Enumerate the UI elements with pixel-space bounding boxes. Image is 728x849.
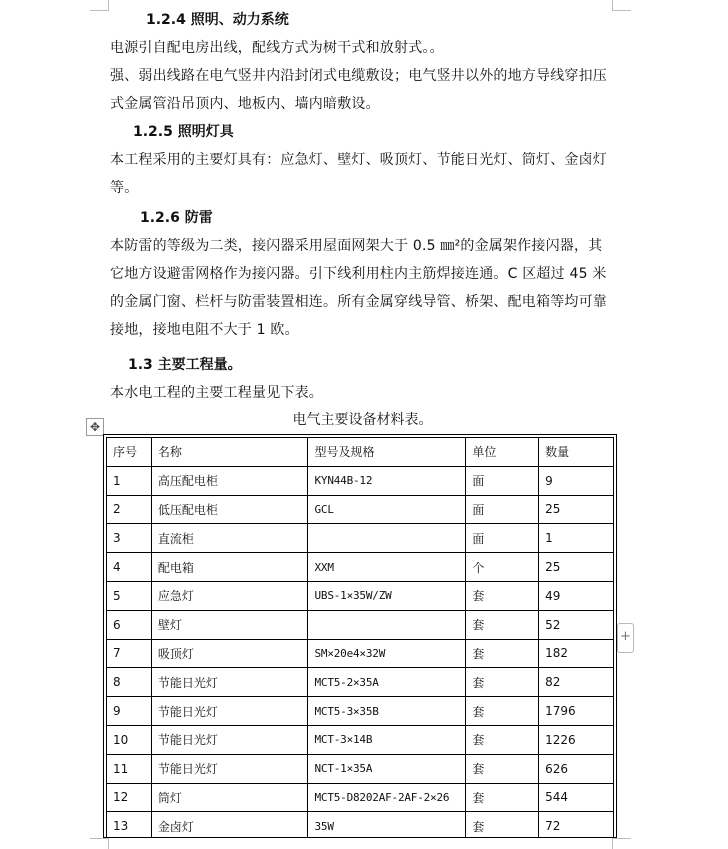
table-cell: 35W (308, 812, 466, 838)
column-header: 序号 (107, 438, 152, 467)
paragraph-line: 电源引自配电房出线，配线方式为树干式和放射式。。 (110, 40, 444, 56)
plus-icon[interactable]: + (617, 623, 634, 653)
paragraph-quantities (110, 379, 615, 407)
table-cell: 626 (539, 754, 614, 783)
table-row (107, 553, 614, 582)
table-cell: 11 (107, 754, 152, 783)
table-cell: 节能日光灯 (151, 668, 308, 697)
column-header: 单位 (466, 438, 539, 467)
move-cross-icon[interactable]: ✥ (86, 418, 104, 436)
table-cell: 5 (107, 581, 152, 610)
table-cell (308, 524, 466, 553)
table-header-row (107, 438, 614, 467)
table-row (107, 466, 614, 495)
table-cell: 套 (466, 668, 539, 697)
table-cell: KYN44B-12 (308, 466, 466, 495)
table-cell: 3 (107, 524, 152, 553)
equipment-table (103, 434, 617, 838)
table-cell: 9 (539, 466, 614, 495)
table-row (107, 754, 614, 783)
table-cell: 10 (107, 725, 152, 754)
table-cell: UBS-1×35W/ZW (308, 581, 466, 610)
paragraph-line: 的金属门窗、栏杆与防雷装置相连。所有金属穿线导管、桥架、配电箱等均可靠 (110, 294, 607, 310)
table-cell: 49 (539, 581, 614, 610)
table-cell: 套 (466, 581, 539, 610)
table-cell: NCT-1×35A (308, 754, 466, 783)
table-cell: 配电箱 (151, 553, 308, 582)
table-cell: 25 (539, 495, 614, 524)
column-header: 型号及规格 (308, 438, 466, 467)
table-cell: 52 (539, 610, 614, 639)
table-cell: 个 (466, 553, 539, 582)
table-cell: 12 (107, 783, 152, 812)
table-row (107, 812, 614, 838)
paragraph-fixtures (110, 146, 615, 202)
table-cell: 套 (466, 639, 539, 668)
table-cell: 低压配电柜 (151, 495, 308, 524)
table-cell: 面 (466, 466, 539, 495)
table-row (107, 495, 614, 524)
table-cell: MCT5-D8202AF-2AF-2×26 (308, 783, 466, 812)
table-cell: 套 (466, 812, 539, 838)
table-cell: 82 (539, 668, 614, 697)
table-cell: 直流柜 (151, 524, 308, 553)
paragraph-line: 式金属管沿吊顶内、地板内、墙内暗敷设。 (110, 96, 380, 112)
table-caption: 电气主要设备材料表。 (292, 412, 433, 428)
table-row (107, 783, 614, 812)
table-row (107, 668, 614, 697)
table-cell: 面 (466, 524, 539, 553)
table-row (107, 725, 614, 754)
table-cell: 25 (539, 553, 614, 582)
table-cell: MCT5-3×35B (308, 697, 466, 726)
table-cell: 1796 (539, 697, 614, 726)
paragraph-power-source (110, 34, 615, 62)
table-row (107, 581, 614, 610)
table-cell: 9 (107, 697, 152, 726)
table-cell (308, 610, 466, 639)
paragraph-line: 本工程采用的主要灯具有：应急灯、壁灯、吸顶灯、节能日光灯、筒灯、金卤灯 (110, 152, 607, 168)
paragraph-line: 它地方设避雷网格作为接闪器。引下线利用柱内主筋焊接连通。C 区超过 45 米 (110, 266, 607, 282)
table-cell: 高压配电柜 (151, 466, 308, 495)
section-heading-1-2-6: 1.2.6 防雷 (140, 210, 213, 226)
table-cell: 节能日光灯 (151, 754, 308, 783)
paragraph-lightning (110, 232, 615, 344)
paragraph-line: 强、弱出线路在电气竖井内沿封闭式电缆敷设；电气竖井以外的地方导线穿扣压 (110, 68, 607, 84)
page-corner-mark (612, 838, 631, 849)
table-cell: MCT-3×14B (308, 725, 466, 754)
column-header: 数量 (539, 438, 614, 467)
table-cell: 13 (107, 812, 152, 838)
table-cell: 套 (466, 754, 539, 783)
page-corner-mark (612, 0, 631, 11)
table-cell: 吸顶灯 (151, 639, 308, 668)
table-cell: XXM (308, 553, 466, 582)
table-cell: 金卤灯 (151, 812, 308, 838)
section-heading-1-2-4: 1.2.4 照明、动力系统 (146, 12, 289, 28)
table-cell: 壁灯 (151, 610, 308, 639)
table-cell: SM×20e4×32W (308, 639, 466, 668)
table-row (107, 639, 614, 668)
paragraph-line: 本防雷的等级为二类，接闪器采用屋面网架大于 0.5 ㎜²的金属架作接闪器，其 (110, 238, 603, 254)
table-cell: 应急灯 (151, 581, 308, 610)
table-row (107, 697, 614, 726)
section-heading-1-2-5: 1.2.5 照明灯具 (133, 124, 234, 140)
section-heading-1-3: 1.3 主要工程量。 (128, 357, 242, 373)
table-cell: 544 (539, 783, 614, 812)
table-cell: 7 (107, 639, 152, 668)
table-cell: GCL (308, 495, 466, 524)
table-cell: 8 (107, 668, 152, 697)
table-cell: 1 (107, 466, 152, 495)
table-row (107, 524, 614, 553)
paragraph-line: 本水电工程的主要工程量见下表。 (110, 385, 323, 401)
table-cell: 2 (107, 495, 152, 524)
table-cell: 套 (466, 783, 539, 812)
table-cell: 节能日光灯 (151, 697, 308, 726)
table-cell: 节能日光灯 (151, 725, 308, 754)
paragraph-wiring (110, 62, 615, 118)
table-cell: 筒灯 (151, 783, 308, 812)
table-cell: 182 (539, 639, 614, 668)
column-header: 名称 (151, 438, 308, 467)
page-corner-mark (90, 838, 109, 849)
table-cell: 4 (107, 553, 152, 582)
table-cell: 1 (539, 524, 614, 553)
table-row (107, 610, 614, 639)
table-cell: 套 (466, 610, 539, 639)
paragraph-line: 等。 (110, 180, 139, 196)
table-cell: 1226 (539, 725, 614, 754)
table-cell: 72 (539, 812, 614, 838)
table-cell: 面 (466, 495, 539, 524)
table-cell: 6 (107, 610, 152, 639)
paragraph-line: 接地，接地电阻不大于 1 欧。 (110, 322, 299, 338)
table-cell: 套 (466, 697, 539, 726)
table-cell: 套 (466, 725, 539, 754)
page-corner-mark (90, 0, 109, 11)
table-cell: MCT5-2×35A (308, 668, 466, 697)
